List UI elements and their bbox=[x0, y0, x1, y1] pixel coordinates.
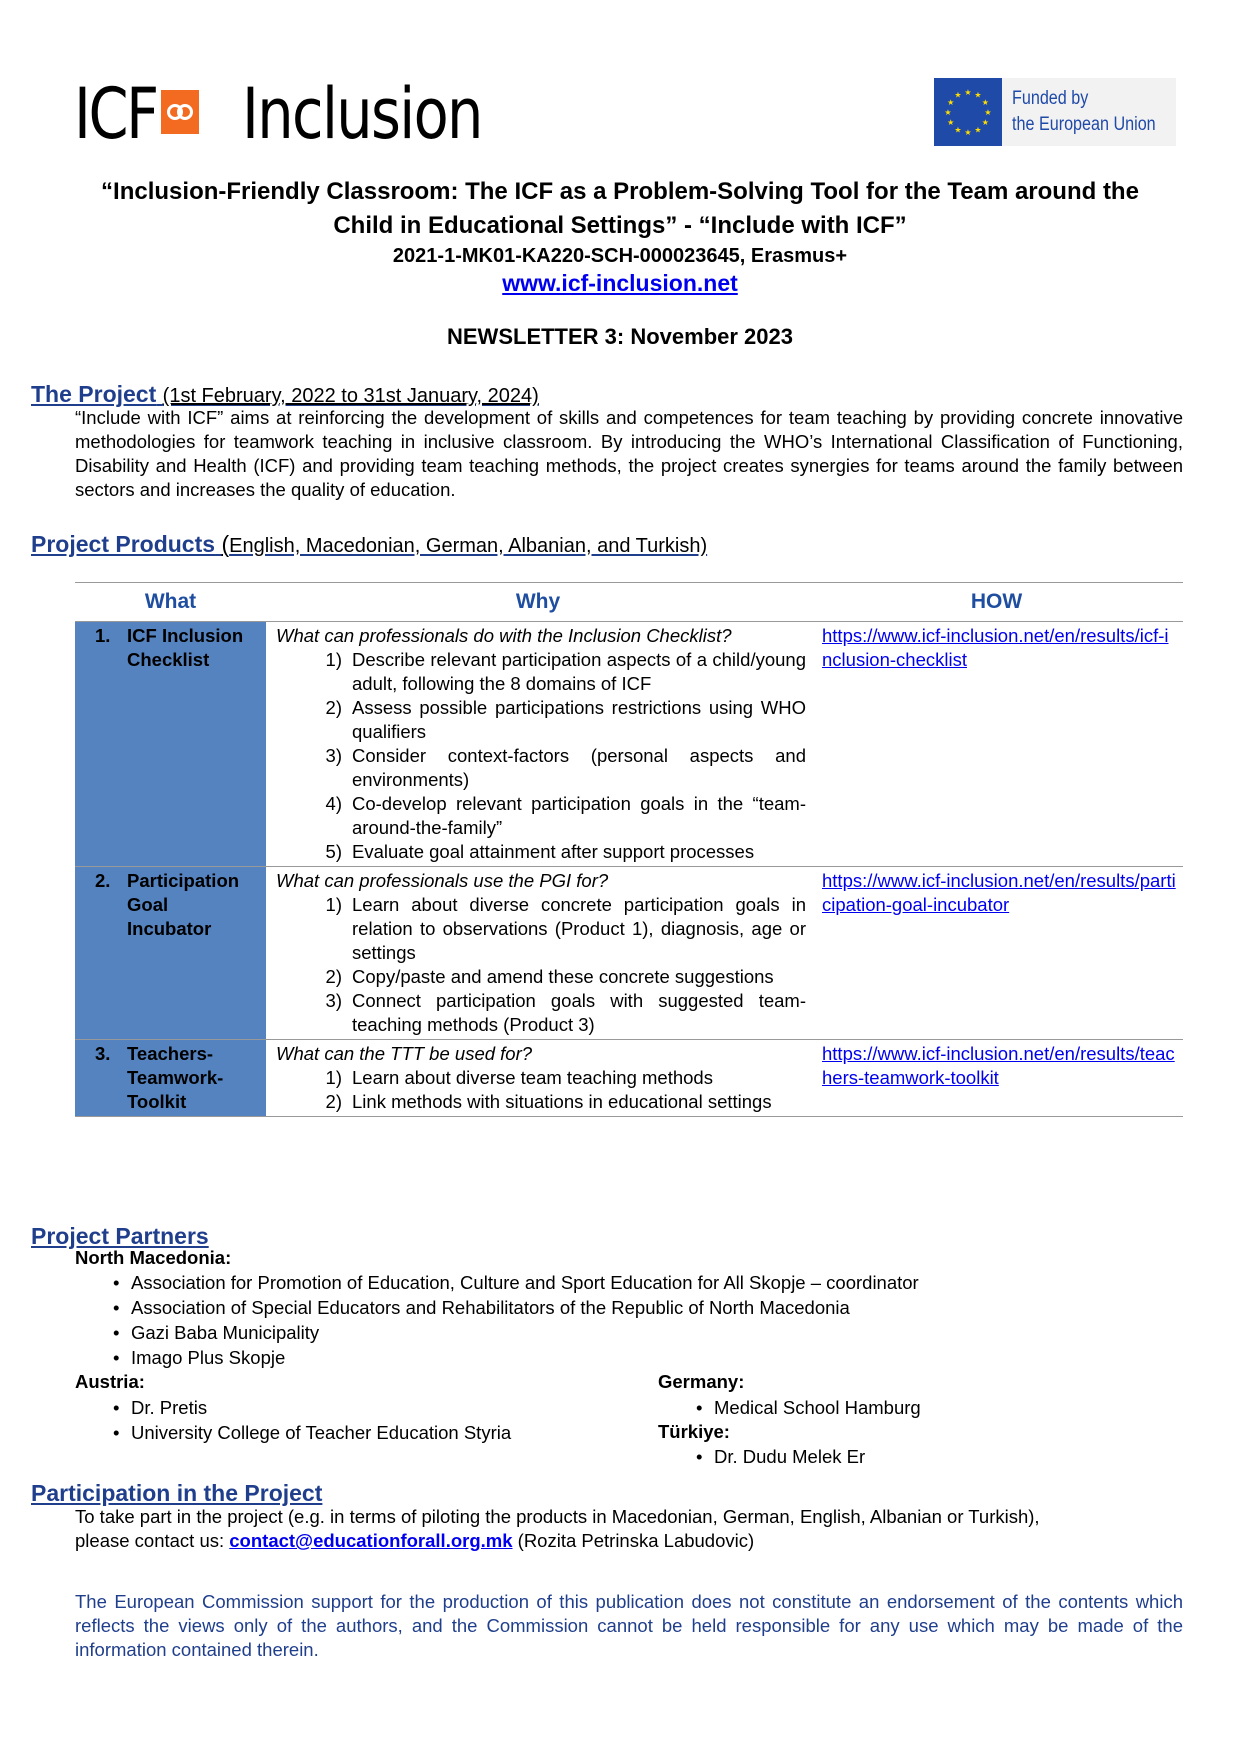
list-item: 1) Describe relevant participation aspects of a child/young adult, following the 8 domains of ICF bbox=[325, 649, 806, 694]
product-name: ICF Inclusion Checklist bbox=[127, 625, 244, 670]
project-title bbox=[40, 175, 1200, 243]
partners-north-macedonia-list bbox=[103, 1270, 919, 1370]
product-link-cell bbox=[810, 622, 1183, 867]
product-number: 3. bbox=[95, 1043, 111, 1064]
column-header-how: HOW bbox=[810, 583, 1183, 622]
country-turkiye: Türkiye: bbox=[658, 1421, 730, 1442]
eu-star-icon: ★ bbox=[944, 108, 952, 117]
eu-funding-badge bbox=[934, 78, 1176, 146]
product-link-teamwork-toolkit[interactable]: https://www.icf-inclusion.net/en/results/teachers-teamwork-toolkit bbox=[822, 1043, 1175, 1088]
list-item: 2) Copy/paste and amend these concrete suggestions bbox=[325, 966, 774, 987]
product-question: What can professionals do with the Inclusion Checklist? bbox=[276, 625, 732, 646]
eu-star-icon: ★ bbox=[974, 90, 982, 100]
eu-line-2: the European Union bbox=[1012, 114, 1156, 135]
table-row bbox=[75, 622, 1183, 867]
partners-austria-list bbox=[103, 1395, 511, 1445]
product-why-cell bbox=[266, 622, 810, 867]
product-question: What can professionals use the PGI for? bbox=[276, 870, 609, 891]
column-header-what: What bbox=[75, 583, 266, 622]
website-link[interactable]: www.icf-inclusion.net bbox=[502, 270, 738, 296]
list-item: 4) Co-develop relevant participation goals in the “team-around-the-family” bbox=[325, 793, 806, 838]
contact-email-link[interactable]: contact@educationforall.org.mk bbox=[229, 1530, 513, 1551]
product-why-cell bbox=[266, 1040, 810, 1117]
logo-text-icf: ICF bbox=[74, 73, 157, 155]
list-item: • University College of Teacher Education Styria bbox=[103, 1420, 511, 1445]
section-heading-products bbox=[31, 530, 707, 560]
product-number: 2. bbox=[95, 870, 111, 891]
list-item: 1) Learn about diverse concrete participation goals in relation to observations (Product 1), diagnosis, age or settings bbox=[325, 894, 806, 963]
project-description: “Include with ICF” aims at reinforcing the development of skills and competences for team teaching by providing concrete innovative methodologies for teamwork teaching in inclusive classroom. By introducing the WHO’s International Classification of Functioning, Disability and Health (ICF) and providing team teaching methods, the project creates synergies for teams around the family between sectors and increases the quality of education. bbox=[75, 407, 1183, 500]
product-name-cell bbox=[75, 867, 266, 1040]
eu-star-icon: ★ bbox=[947, 118, 955, 127]
product-steps bbox=[276, 648, 806, 864]
product-name: Participation Goal Incubator bbox=[127, 870, 240, 939]
eu-star-icon: ★ bbox=[984, 108, 992, 117]
list-item: • Medical School Hamburg bbox=[686, 1395, 921, 1420]
products-paren: ( bbox=[221, 531, 230, 557]
eu-line-1: Funded by bbox=[1012, 88, 1089, 109]
icf-inclusion-logo bbox=[74, 73, 482, 155]
country-austria: Austria: bbox=[75, 1371, 145, 1392]
eu-star-icon: ★ bbox=[981, 98, 989, 107]
list-item: • Dr. Dudu Melek Er bbox=[686, 1444, 865, 1469]
project-dates: (1st February, 2022 to 31st January, 2024) bbox=[162, 385, 539, 407]
eu-star-icon: ★ bbox=[954, 90, 962, 100]
participation-line-1: To take part in the project (e.g. in terms of piloting the products in Macedonian, German, English, Albanian or Turkish), bbox=[75, 1506, 1040, 1527]
column-header-why: Why bbox=[266, 583, 810, 622]
product-steps bbox=[276, 893, 806, 1037]
products-table bbox=[75, 582, 1183, 1117]
list-item: 3) Consider context-factors (personal aspects and environments) bbox=[325, 745, 806, 790]
product-link-cell bbox=[810, 1040, 1183, 1117]
table-row bbox=[75, 867, 1183, 1040]
partners-germany-list bbox=[686, 1395, 921, 1420]
logo-text-inclusion: Inclusion bbox=[242, 73, 482, 155]
country-north-macedonia: North Macedonia: bbox=[75, 1247, 232, 1268]
table-row bbox=[75, 1040, 1183, 1117]
newsletter-title: NEWSLETTER 3: November 2023 bbox=[447, 324, 793, 349]
project-title-line-1: “Inclusion-Friendly Classroom: The ICF as a Problem-Solving Tool for the Team around the bbox=[101, 178, 1139, 205]
participation-text bbox=[75, 1505, 1183, 1553]
eu-star-icon: ★ bbox=[974, 125, 982, 135]
country-germany: Germany: bbox=[658, 1371, 745, 1392]
eu-star-icon: ★ bbox=[954, 125, 962, 135]
products-languages: English, Macedonian, German, Albanian, and Turkish) bbox=[229, 535, 708, 557]
product-name-cell bbox=[75, 1040, 266, 1117]
product-name-cell bbox=[75, 622, 266, 867]
list-item: • Dr. Pretis bbox=[103, 1395, 511, 1420]
eu-flag-icon bbox=[934, 78, 1002, 146]
project-heading-text: The Project bbox=[31, 381, 157, 407]
product-name: Teachers-Teamwork-Toolkit bbox=[127, 1043, 224, 1112]
product-number: 1. bbox=[95, 625, 111, 646]
list-item: • Gazi Baba Municipality bbox=[103, 1320, 919, 1345]
participation-line-2: please contact us: contact@educationforall.org.mk (Rozita Petrinska Labudovic) bbox=[75, 1530, 755, 1551]
partners-turkiye-list bbox=[686, 1444, 865, 1469]
list-item: • Association for Promotion of Education, Culture and Sport Education for All Skopje – coordinator bbox=[103, 1270, 919, 1295]
website-row bbox=[40, 268, 1200, 298]
eu-star-icon: ★ bbox=[981, 118, 989, 127]
list-item: 1) Learn about diverse team teaching methods bbox=[325, 1067, 713, 1088]
eu-star-icon: ★ bbox=[947, 98, 955, 107]
eu-disclaimer: The European Commission support for the production of this publication does not constitute an endorsement of the contents which reflects the views only of the authors, and the Commission cannot be held responsible for any use which may be made of the information contained therein. bbox=[75, 1591, 1183, 1660]
list-item: • Association of Special Educators and Rehabilitators of the Republic of North Macedonia bbox=[103, 1295, 919, 1320]
list-item: 2) Link methods with situations in educational settings bbox=[325, 1091, 772, 1112]
products-heading-text: Project Products bbox=[31, 531, 216, 557]
product-steps bbox=[276, 1066, 806, 1114]
product-question: What can the TTT be used for? bbox=[276, 1043, 533, 1064]
list-item: 2) Assess possible participations restrictions using WHO qualifiers bbox=[325, 697, 806, 742]
logo-link-icon bbox=[161, 90, 199, 134]
product-link-cell bbox=[810, 867, 1183, 1040]
section-heading-participation: Participation in the Project bbox=[31, 1480, 323, 1506]
eu-star-icon: ★ bbox=[964, 88, 972, 97]
project-code: 2021-1-MK01-KA220-SCH-000023645, Erasmus+ bbox=[392, 245, 848, 267]
eu-star-icon: ★ bbox=[964, 128, 972, 137]
products-table-header bbox=[75, 583, 1183, 622]
list-item: • Imago Plus Skopje bbox=[103, 1345, 919, 1370]
product-why-cell bbox=[266, 867, 810, 1040]
product-link-goal-incubator[interactable]: https://www.icf-inclusion.net/en/results/participation-goal-incubator bbox=[822, 870, 1176, 915]
section-heading-partners: Project Partners bbox=[31, 1223, 209, 1249]
list-item: 5) Evaluate goal attainment after support processes bbox=[325, 841, 755, 862]
product-link-checklist[interactable]: https://www.icf-inclusion.net/en/results/icf-inclusion-checklist bbox=[822, 625, 1169, 670]
project-title-line-2: Child in Educational Settings” - “Include with ICF” bbox=[333, 212, 907, 239]
list-item: 3) Connect participation goals with suggested team-teaching methods (Product 3) bbox=[325, 990, 806, 1035]
